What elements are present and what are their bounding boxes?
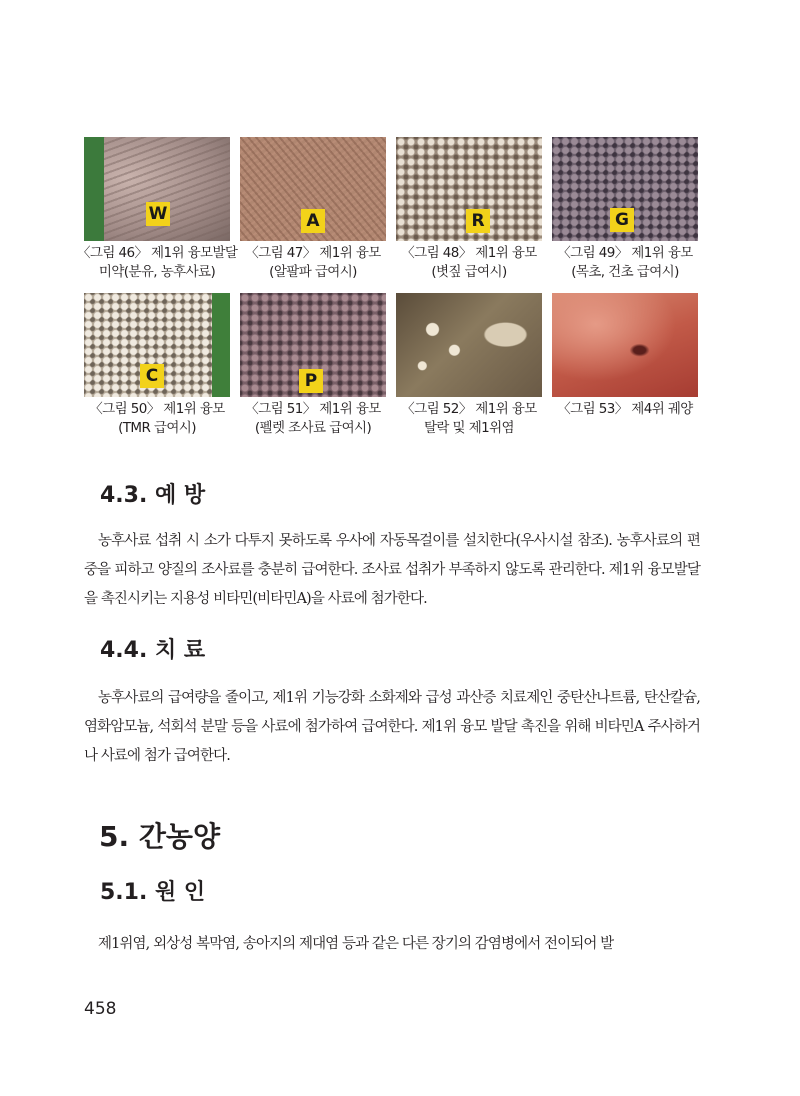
figure-caption: 〈그림 50〉 제1위 융모 (TMR 급여시) <box>89 401 225 436</box>
figure-53 <box>552 293 698 438</box>
rumen-papillae-photo <box>84 293 230 397</box>
label-tag: P <box>299 369 323 393</box>
section-heading-treatment: 4.4. 치 료 <box>100 638 206 663</box>
figure-49 <box>552 137 698 282</box>
figure-47 <box>240 137 386 282</box>
label-tag: R <box>466 209 490 233</box>
section-body-cause: 제1위염, 외상성 복막염, 송아지의 제대염 등과 같은 다른 장기의 감염병에서 전이되어 발 <box>98 936 614 952</box>
rumen-papillae-photo <box>396 137 542 241</box>
figure-caption: 〈그림 53〉 제4위 궤양 <box>557 401 693 417</box>
figure-48 <box>396 137 542 282</box>
chapter-heading: 5. 간농양 <box>99 820 221 853</box>
rumen-papillae-photo <box>552 137 698 241</box>
rumen-papillae-photo <box>84 137 230 241</box>
figure-caption: 〈그림 46〉 제1위 융모발달 미약(분유, 농후사료) <box>77 245 238 280</box>
figure-50 <box>84 293 230 438</box>
label-tag: A <box>301 209 325 233</box>
figure-caption: 〈그림 51〉 제1위 융모 (펠렛 조사료 급여시) <box>245 401 381 436</box>
rumenitis-photo <box>396 293 542 397</box>
section-body-prevention: 농후사료 섭취 시 소가 다투지 못하도록 우사에 자동목걸이를 설치한다(우사시설 참조). 농후사료의 편중을 피하고 양질의 조사료를 충분히 급여한다. 조사료 섭취가 부족하지 않도록 관리한다. 제1위 융모발달을 촉진시키는 지용성 비타민(비타민A)을 사료에 첨가한다. <box>84 533 700 607</box>
figure-row <box>77 137 698 282</box>
page-number: 458 <box>84 999 117 1019</box>
figure-51 <box>240 293 386 438</box>
label-tag: C <box>140 364 164 388</box>
label-tag: G <box>610 208 634 232</box>
rumen-papillae-photo <box>240 293 386 397</box>
abomasal-ulcer-photo <box>552 293 698 397</box>
rumen-papillae-photo <box>240 137 386 241</box>
figure-row <box>84 293 698 438</box>
figure-caption: 〈그림 48〉 제1위 융모 (볏짚 급여시) <box>401 245 537 280</box>
section-heading-prevention: 4.3. 예 방 <box>100 483 206 508</box>
figure-caption: 〈그림 52〉 제1위 융모 탈락 및 제1위염 <box>401 401 537 436</box>
figure-caption: 〈그림 47〉 제1위 융모 (알팔파 급여시) <box>245 245 381 280</box>
section-body-treatment: 농후사료의 급여량을 줄이고, 제1위 기능강화 소화제와 급성 과산증 치료제인 중탄산나트륨, 탄산칼슘, 염화암모늄, 석회석 분말 등을 사료에 첨가하여 급여한다. 제1위 융모 발달 촉진을 위해 비타민A 주사하거나 사료에 첨가 급여한다. <box>84 690 700 764</box>
figure-caption: 〈그림 49〉 제1위 융모 (목초, 건초 급여시) <box>557 245 693 280</box>
label-tag: W <box>146 202 170 226</box>
figure-grid <box>77 137 698 438</box>
section-heading-cause: 5.1. 원 인 <box>100 880 206 905</box>
figure-52 <box>396 293 542 438</box>
figure-46 <box>77 137 238 282</box>
